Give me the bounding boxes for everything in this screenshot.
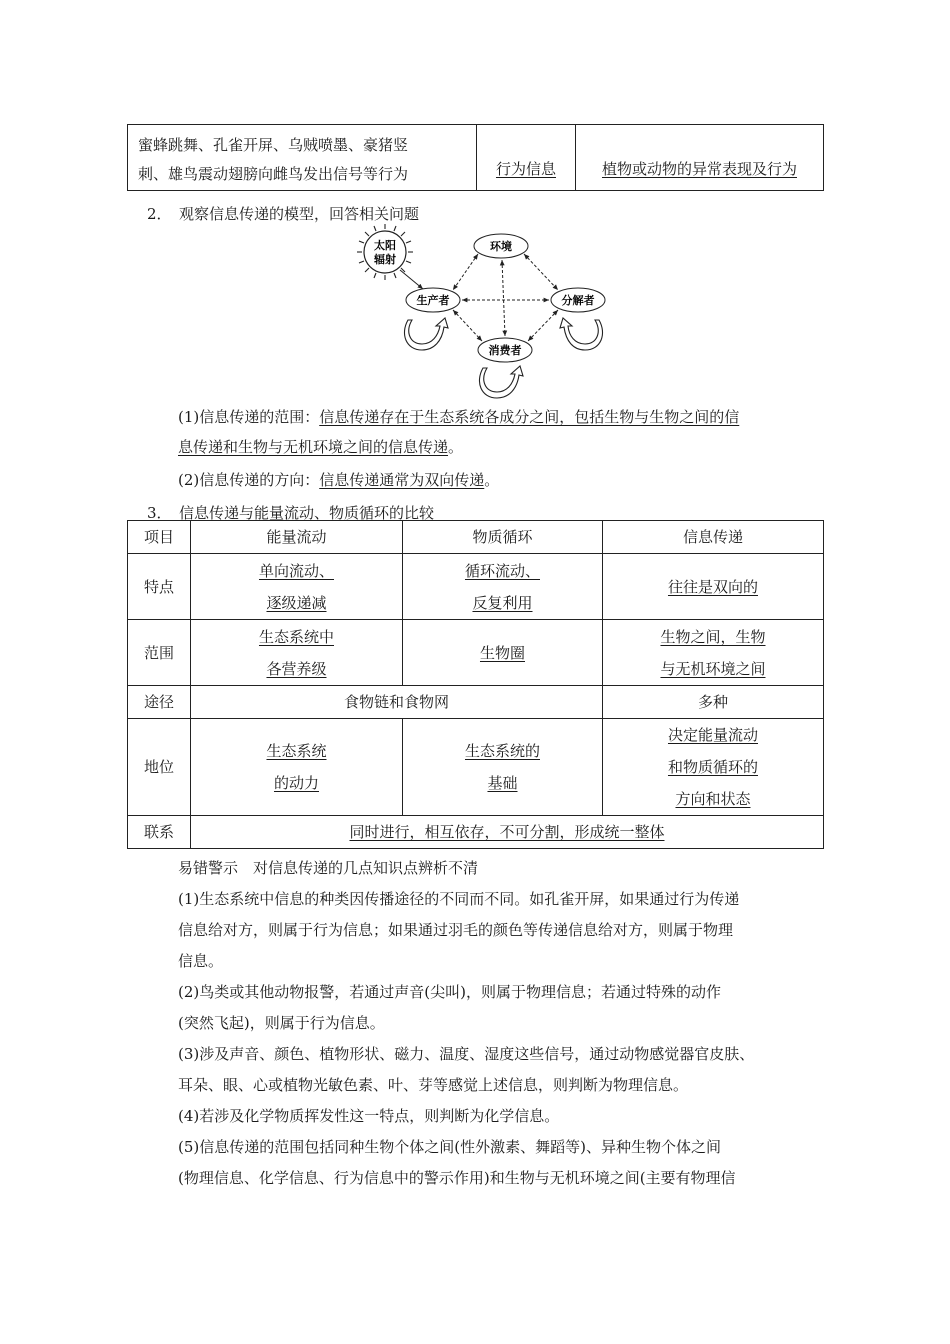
type-cell (477, 125, 576, 191)
cell-line: 与无机环境之间 (660, 659, 766, 678)
table-cell (603, 554, 824, 620)
table-cell (403, 620, 603, 686)
table-cell (191, 816, 824, 849)
table-row (128, 719, 824, 816)
cell-line: 逐级递减 (266, 593, 327, 612)
cell-line: 同时进行，相互依存，不可分割，形成统一整体 (349, 823, 665, 841)
warning-line: 信息。 (178, 952, 224, 970)
cell-line: 和物质循环的 (667, 758, 758, 776)
q2-end: 。 (484, 471, 500, 489)
cell-line: 方向和状态 (675, 790, 751, 808)
table-cell (191, 554, 403, 620)
table-row (128, 686, 824, 719)
table-row (128, 620, 824, 686)
warning-line: (3)涉及声音、颜色、植物形状、磁力、温度、湿度这些信号，通过动物感觉器官皮肤、 (178, 1045, 755, 1063)
warning-title: 易错警示 对信息传递的几点知识点辨析不清 (178, 859, 479, 877)
q1-answer-1: 信息传递存在于生态系统各成分之间，包括生物与生物之间的信 (319, 408, 740, 426)
table-cell: 多种 (603, 686, 824, 719)
consumer-label: 消费者 (488, 344, 522, 357)
warning-line: 信息给对方，则属于行为信息；如果通过羽毛的颜色等传递信息给对方，则属于物理 (178, 921, 734, 939)
q2-label: (2)信息传递的方向： (178, 471, 320, 489)
sun-icon (357, 224, 413, 280)
header-cell: 信息传递 (603, 521, 824, 554)
producer-label: 生产者 (416, 294, 450, 307)
comparison-table (127, 520, 824, 849)
q1-label: (1)信息传递的范围： (178, 408, 320, 426)
cell-line: 生态系统中 (258, 627, 334, 646)
info-type-table (127, 124, 824, 191)
warning-line: 耳朵、眼、心或植物光敏色素、叶、芽等感觉上述信息，则判断为物理信息。 (178, 1076, 689, 1094)
cell-line: 往往是双向的 (667, 577, 758, 596)
decomposer-cycle-icon (560, 318, 603, 350)
table-header-row (128, 521, 824, 554)
row-label: 范围 (128, 620, 191, 686)
question-2 (178, 465, 820, 495)
row-label: 联系 (128, 816, 191, 849)
row-label: 途径 (128, 686, 191, 719)
section-2-heading: 2． 观察信息传递的模型，回答相关问题 (147, 205, 420, 223)
header-cell: 物质循环 (403, 521, 603, 554)
info-transfer-diagram (350, 220, 620, 400)
type-answer: 行为信息 (495, 160, 556, 178)
q2-answer: 信息传递通常为双向传递 (319, 471, 485, 489)
cell-line: 决定能量流动 (667, 726, 758, 744)
header-cell: 能量流动 (191, 521, 403, 554)
cell-line: 的动力 (273, 774, 319, 792)
cell-line: 生态系统的 (464, 742, 540, 760)
example-line: 蜜蜂跳舞、孔雀开屏、乌贼喷墨、豪猪竖 (138, 136, 409, 154)
consumer-cycle-icon (479, 366, 523, 398)
warning-line: (物理信息、化学信息、行为信息中的警示作用)和生物与无机环境之间(主要有物理信 (178, 1169, 736, 1187)
producer-cycle-icon (404, 318, 448, 350)
row-label: 地位 (128, 719, 191, 816)
table-cell: 食物链和食物网 (191, 686, 603, 719)
decomposer-label: 分解者 (561, 294, 595, 307)
cell-line: 生态系统 (266, 742, 327, 760)
table-row (128, 816, 824, 849)
table-cell (403, 554, 603, 620)
source-answer: 植物或动物的异常表现及行为 (601, 160, 797, 178)
q1-answer-2: 息传递和生物与无机环境之间的信息传递 (178, 438, 449, 456)
section-3-heading: 3． 信息传递与能量流动、物质循环的比较 (147, 504, 435, 522)
example-line: 刺、雄鸟震动翅膀向雌鸟发出信号等行为 (138, 165, 409, 183)
warning-line: (2)鸟类或其他动物报警，若通过声音(尖叫)，则属于物理信息；若通过特殊的动作 (178, 983, 721, 1001)
header-cell: 项目 (128, 521, 191, 554)
table-row (128, 554, 824, 620)
cell-line: 各营养级 (266, 659, 327, 678)
warning-line: (突然飞起)，则属于行为信息。 (178, 1014, 385, 1032)
sun-label-2: 辐射 (374, 253, 396, 266)
cell-line: 单向流动、 (258, 561, 334, 580)
cell-line: 生物圈 (479, 643, 525, 662)
q1-end: 。 (448, 438, 464, 456)
environment-label: 环境 (490, 240, 512, 253)
question-1 (178, 402, 820, 462)
warning-line: (5)信息传递的范围包括同种生物个体之间(性外激素、舞蹈等)、异种生物个体之间 (178, 1138, 721, 1156)
source-cell (576, 125, 824, 191)
warning-line: (1)生态系统中信息的种类因传播途径的不同而不同。如孔雀开屏，如果通过行为传递 (178, 890, 740, 908)
warning-line: (4)若涉及化学物质挥发性这一特点，则判断为化学信息。 (178, 1107, 560, 1125)
table-cell (603, 719, 824, 816)
example-cell (128, 125, 477, 191)
cell-line: 生物之间，生物 (660, 627, 766, 646)
cell-line: 循环流动、 (464, 561, 540, 580)
row-label: 特点 (128, 554, 191, 620)
warning-section (178, 853, 820, 1194)
table-cell (191, 719, 403, 816)
table-cell (603, 620, 824, 686)
cell-line: 基础 (487, 774, 518, 792)
table-cell (191, 620, 403, 686)
cell-line: 反复利用 (472, 593, 533, 612)
table-row (128, 125, 824, 191)
sun-label-1: 太阳 (374, 239, 396, 252)
table-cell (403, 719, 603, 816)
